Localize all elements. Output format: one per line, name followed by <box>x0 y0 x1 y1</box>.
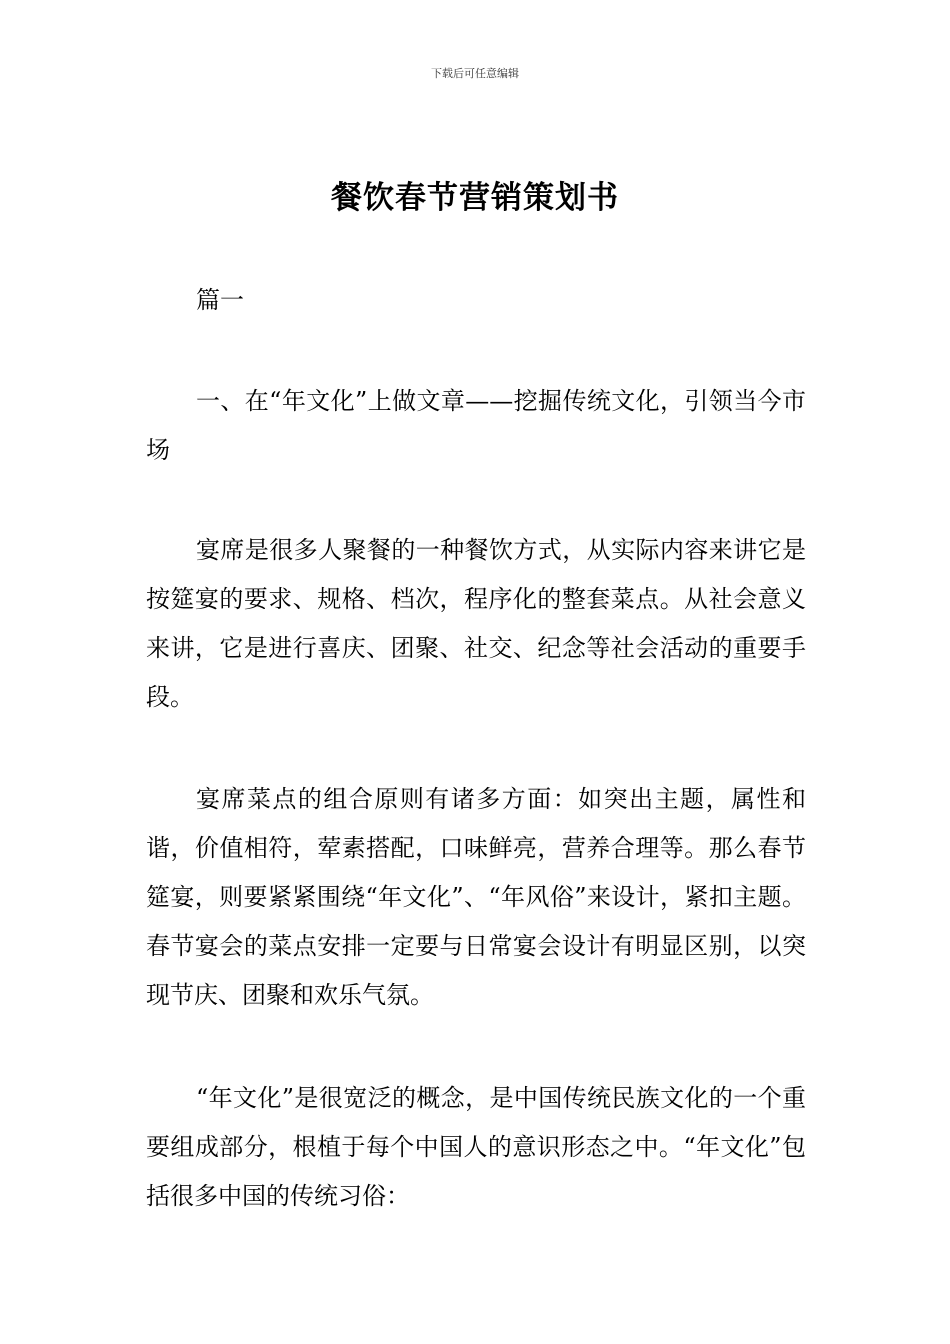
document-title: 餐饮春节营销策划书 <box>331 180 619 216</box>
section-label <box>146 276 806 325</box>
paragraph-2 <box>146 775 806 1020</box>
section-label-text: 篇一 <box>196 286 244 314</box>
paragraph-3-text: “年文化”是很宽泛的概念，是中国传统民族文化的一个重要组成部分，根植于每个中国人的意识形态之中。“年文化”包括很多中国的传统习俗： <box>146 1084 806 1210</box>
paragraph-3 <box>146 1074 806 1221</box>
heading-one <box>146 377 806 475</box>
heading-one-text: 一、在“年文化”上做文章——挖掘传统文化，引领当今市场 <box>146 387 806 464</box>
paragraph-2-text: 宴席菜点的组合原则有诸多方面：如突出主题，属性和谐，价值相符，荤素搭配，口味鲜亮，营养合理等。那么春节筵宴，则要紧紧围绕“年文化”、“年风俗”来设计，紧扣主题。春节宴会的菜点安排一定要与日常宴会设计有明显区别，以突现节庆、团聚和欢乐气氛。 <box>146 785 806 1009</box>
header-note: 下载后可任意编辑 <box>431 67 519 80</box>
paragraph-1 <box>146 526 806 722</box>
paragraph-1-text: 宴席是很多人聚餐的一种餐饮方式，从实际内容来讲它是按筵宴的要求、规格、档次，程序化的整套菜点。从社会意义来讲，它是进行喜庆、团聚、社交、纪念等社会活动的重要手段。 <box>146 536 806 711</box>
